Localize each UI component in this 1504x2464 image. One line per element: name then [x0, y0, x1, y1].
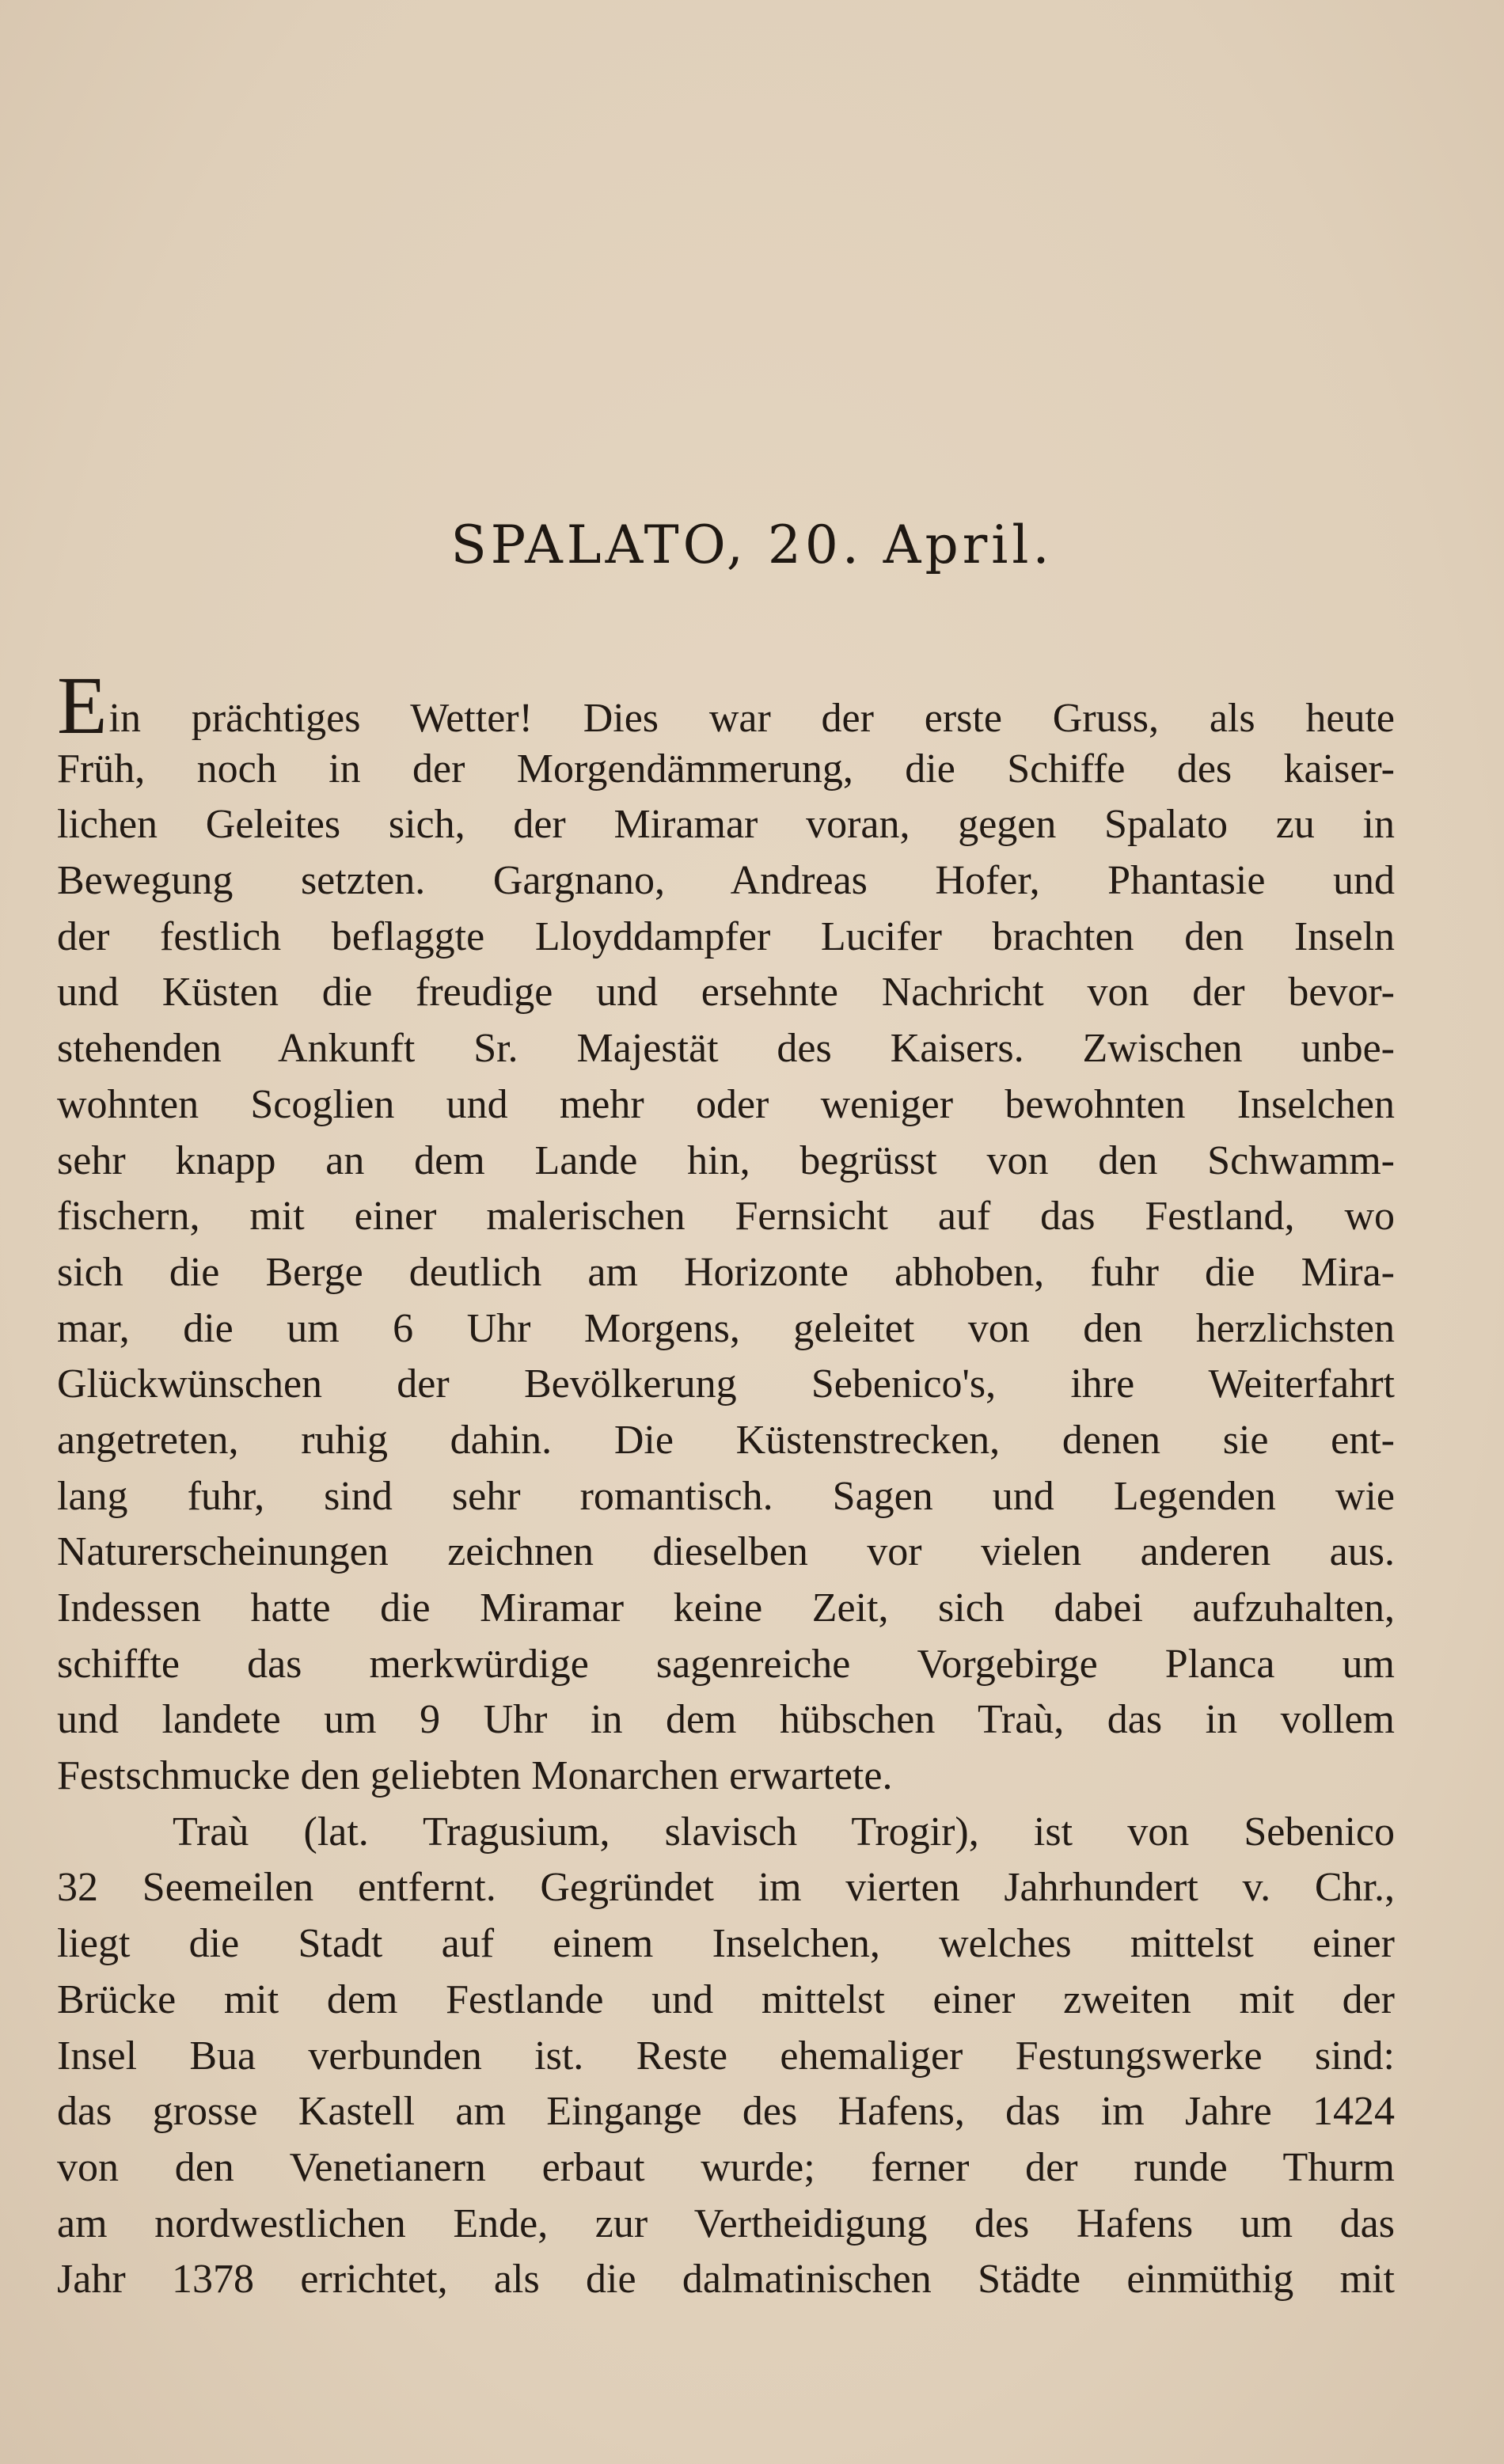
text-line: das grosse Kastell am Eingange des Hafens, das im Jahre 1424	[57, 2089, 1395, 2135]
text-line: Indessen hatte die Miramar keine Zeit, sich dabei aufzuhalten,	[57, 1585, 1395, 1631]
text-line: Insel Bua verbunden ist. Reste ehemaliger Festungswerke sind:	[57, 2033, 1395, 2079]
text-line: und landete um 9 Uhr in dem hübschen Traù, das in vollem	[57, 1697, 1395, 1743]
text-line: Bewegung setzten. Gargnano, Andreas Hofer, Phantasie und	[57, 858, 1395, 904]
text-line: Brücke mit dem Festlande und mittelst einer zweiten mit der	[57, 1976, 1395, 2022]
text-line: der festlich beflaggte Lloyddampfer Lucifer brachten den Inseln	[57, 913, 1395, 959]
text-line: von den Venetianern erbaut wurde; ferner der runde Thurm	[57, 2144, 1395, 2190]
page-title: SPALATO, 20. April.	[450, 514, 1054, 575]
body-text	[57, 660, 1395, 2308]
text-line: Naturerscheinungen zeichnen dieselben vor vielen anderen aus.	[57, 1529, 1395, 1575]
text-line: lang fuhr, sind sehr romantisch. Sagen und Legenden wie	[57, 1473, 1395, 1519]
text-line: Festschmucke den geliebten Monarchen erwartete.	[57, 1753, 893, 1799]
text-line: lichen Geleites sich, der Miramar voran, gegen Spalato zu in	[57, 802, 1395, 848]
drop-cap: E	[57, 660, 108, 751]
text-line: schiffte das merkwürdige sagenreiche Vorgebirge Planca um	[57, 1641, 1395, 1687]
text-line: fischern, mit einer malerischen Fernsicht auf das Festland, wo	[57, 1194, 1395, 1240]
first-line-text: in prächtiges Wetter! Dies war der erste Gruss, als heute	[108, 696, 1395, 741]
text-line: mar, die um 6 Uhr Morgens, geleitet von den herzlichsten	[57, 1305, 1395, 1351]
text-line: wohnten Scoglien und mehr oder weniger bewohnten Inselchen	[57, 1081, 1395, 1127]
text-line: Jahr 1378 errichtet, als die dalmatinischen Städte einmüthig mit	[57, 2257, 1395, 2303]
text-line: angetreten, ruhig dahin. Die Küstenstrecken, denen sie ent-	[57, 1417, 1395, 1463]
first-line	[57, 660, 1395, 751]
text-line: stehenden Ankunft Sr. Majestät des Kaisers. Zwischen unbe-	[57, 1026, 1395, 1072]
text-line: sich die Berge deutlich am Horizonte abhoben, fuhr die Mira-	[57, 1249, 1395, 1295]
text-line: Glückwünschen der Bevölkerung Sebenico's, ihre Weiterfahrt	[57, 1361, 1395, 1407]
text-line: Traù (lat. Tragusium, slavisch Trogir), ist von Sebenico	[173, 1809, 1395, 1855]
text-line: liegt die Stadt auf einem Inselchen, welches mittelst einer	[57, 1921, 1395, 1967]
text-line: Früh, noch in der Morgendämmerung, die Schiffe des kaiser-	[57, 746, 1395, 792]
text-line: sehr knapp an dem Lande hin, begrüsst von den Schwamm-	[57, 1137, 1395, 1183]
text-line: 32 Seemeilen entfernt. Gegründet im vierten Jahrhundert v. Chr.,	[57, 1865, 1395, 1911]
text-line: und Küsten die freudige und ersehnte Nachricht von der bevor-	[57, 970, 1395, 1016]
text-line: am nordwestlichen Ende, zur Vertheidigung des Hafens um das	[57, 2200, 1395, 2246]
